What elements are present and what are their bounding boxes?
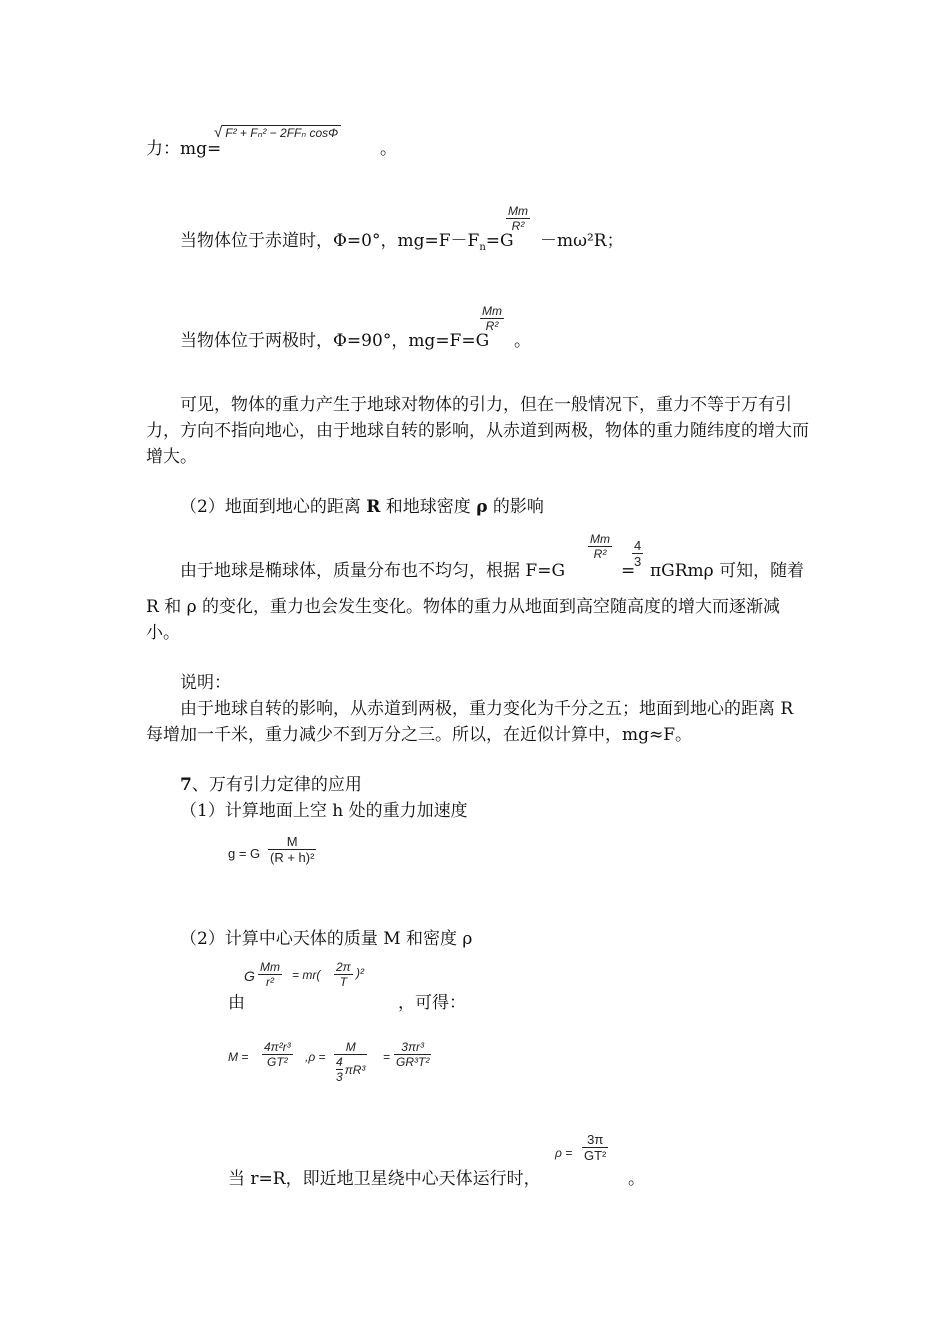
- by-label: 由: [228, 993, 245, 1013]
- frac-denominator: T: [339, 975, 348, 989]
- n-subscript: n: [479, 242, 486, 253]
- frac-numerator: Mm: [590, 532, 610, 546]
- ellipsoid-equals: =: [621, 561, 636, 581]
- frac-numerator: 4π²r³: [264, 1040, 291, 1054]
- frac-numerator: M: [286, 834, 298, 849]
- variation-paragraph: R 和 ρ 的变化，重力也会发生变化。物体的重力从地面到高空随高度的增大而逐渐减小。: [146, 597, 781, 643]
- by-mid: = mr(: [292, 968, 321, 982]
- subheading-distance-density: [180, 494, 544, 520]
- rho-final-lhs: ρ =: [555, 1146, 573, 1160]
- g-formula-fraction: [268, 834, 316, 865]
- frac-denominator: R²: [485, 319, 499, 333]
- by-end: )²: [356, 966, 364, 980]
- item-2: （2）计算中心天体的质量 M 和密度 ρ: [180, 929, 473, 949]
- frac-denominator: (R + h)²: [270, 850, 315, 865]
- bold-rho: ρ: [476, 497, 488, 517]
- gravity-sqrt-formula-line: [146, 136, 221, 162]
- rho-final-fraction: [582, 1132, 608, 1163]
- bold-r: R: [366, 497, 381, 517]
- sqrt-sign: √: [214, 124, 223, 141]
- ellipsoid-line: 由于地球是椭球体，质量分布也不均匀，根据 F=G: [180, 561, 566, 581]
- sqrt-radicand: F² + Fₙ² − 2FFₙ cosΦ: [222, 125, 341, 140]
- pole-period: 。: [514, 331, 531, 351]
- frac-denominator: GT²: [267, 1055, 288, 1069]
- frac-denominator: GT²: [584, 1148, 607, 1163]
- equator-eq-g: =G: [485, 231, 514, 251]
- by-tail: ，可得：: [398, 993, 466, 1013]
- four-thirds-fraction: [632, 538, 643, 569]
- frac-numerator: 3π: [587, 1132, 604, 1147]
- subheading-number: （2）: [180, 497, 225, 517]
- section-7-heading: [180, 772, 362, 798]
- item-1: （1）计算地面上空 h 处的重力加速度: [180, 801, 468, 821]
- note-label: 说明：: [180, 673, 231, 693]
- section-title: 、万有引力定律的应用: [191, 775, 362, 795]
- near-satellite-line: 当 r=R，即近地卫星绕中心天体运行时，: [228, 1169, 541, 1189]
- rho-lhs: ,ρ =: [305, 1050, 326, 1064]
- by-g: G: [244, 968, 255, 984]
- by-fraction-1: [258, 960, 282, 989]
- rho-fraction-2: [394, 1040, 431, 1069]
- rho-equals: =: [383, 1050, 391, 1064]
- section-number: 7: [180, 775, 192, 795]
- m-fraction: [262, 1040, 293, 1069]
- frac-numerator: Mm: [508, 204, 528, 218]
- equator-fraction: [506, 204, 530, 233]
- equator-tail: －mω²R；: [540, 231, 624, 251]
- pole-case-line: 当物体位于两极时，Φ=90°，mg=F=G: [180, 331, 490, 351]
- formula-prefix: 力：mg=: [146, 139, 222, 159]
- line1-period: 。: [380, 139, 397, 159]
- frac-numerator: 4: [634, 538, 642, 553]
- sqrt-expression: [214, 122, 341, 141]
- m-lhs: M =: [228, 1050, 249, 1064]
- note-paragraph: 由于地球自转的影响，从赤道到两极，重力变化为千分之五；地面到地心的距离 R 每增加一千米，重力减少不到万分之三。所以，在近似计算中，mg≈F。: [146, 699, 794, 745]
- final-period: 。: [628, 1169, 645, 1189]
- subheading-text-b: 和地球密度: [380, 497, 477, 517]
- frac-denominator: GR³T²: [396, 1055, 430, 1069]
- rho-fraction: [334, 1040, 367, 1084]
- frac-denominator: [334, 1055, 367, 1084]
- ellipsoid-fraction: [588, 532, 612, 561]
- frac-denominator: 3: [634, 554, 642, 569]
- frac-denominator: R²: [511, 219, 525, 233]
- pole-fraction: [480, 304, 504, 333]
- frac-numerator: 3πr³: [401, 1040, 425, 1054]
- subheading-text-a: 地面到地心的距离: [224, 497, 367, 517]
- frac-numerator: 2π: [336, 960, 351, 974]
- equator-text: 当物体位于赤道时，Φ=0°，mg=F－F: [180, 231, 480, 251]
- inner-four-thirds: [336, 1055, 343, 1084]
- frac-denominator: r²: [266, 975, 274, 989]
- frac-numerator: Mm: [260, 960, 280, 974]
- by-fraction-2: [334, 960, 353, 989]
- pi-r-cubed: πR³: [344, 1062, 366, 1077]
- conclusion-paragraph: 可见，物体的重力产生于地球对物体的引力，但在一般情况下，重力不等于万有引力，方向不指向地心，由于地球自转的影响，从赤道到两极，物体的重力随纬度的增大而增大。: [146, 395, 809, 467]
- equator-case-line: [180, 228, 514, 261]
- ellipsoid-tail: πGRmρ 可知，随着: [650, 561, 805, 581]
- frac-denominator: R²: [593, 547, 607, 561]
- subheading-text-c: 的影响: [487, 497, 544, 517]
- frac-numerator: M: [345, 1040, 356, 1054]
- inner-numerator: 4: [336, 1055, 343, 1069]
- inner-denominator: 3: [336, 1070, 343, 1084]
- g-formula-lhs: g = G: [228, 846, 261, 861]
- frac-numerator: Mm: [482, 304, 502, 318]
